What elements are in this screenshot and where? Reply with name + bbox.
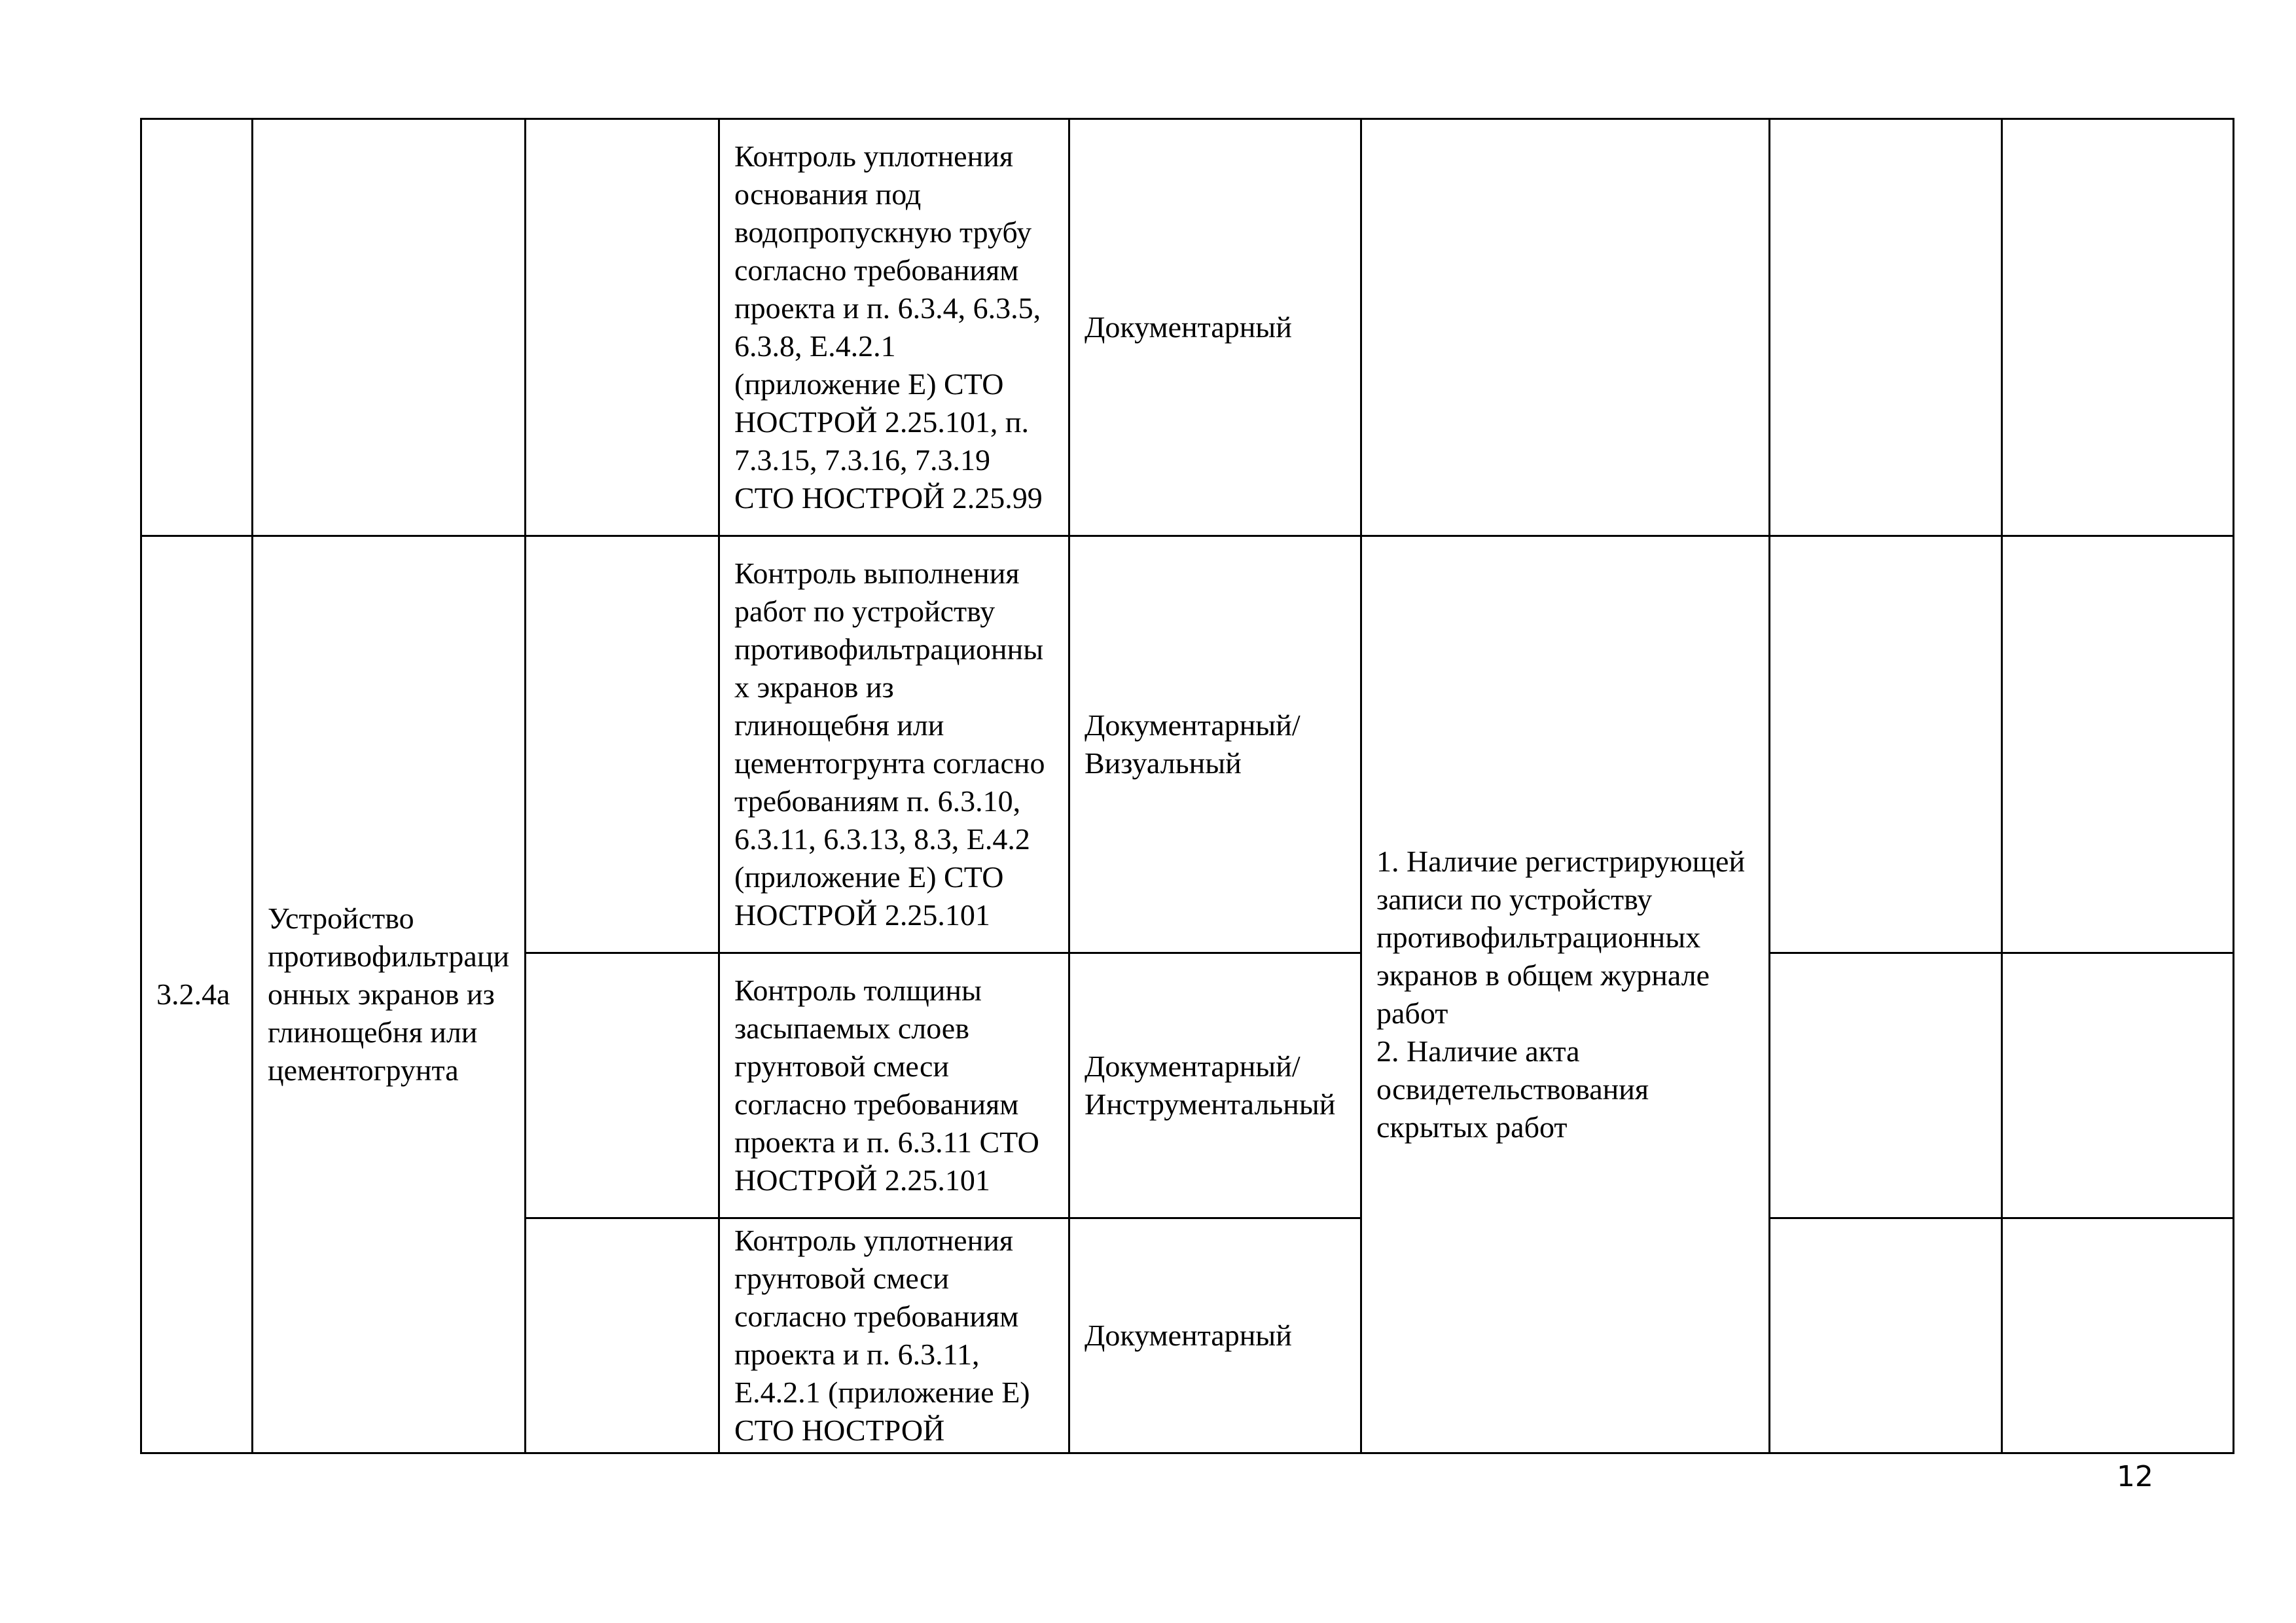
control-method-cell: Документарный/ Визуальный [1069, 536, 1361, 953]
empty-cell [1770, 536, 2002, 953]
empty-cell [1770, 119, 2002, 536]
work-name-cell [253, 119, 526, 536]
control-method-cell: Документарный/Инструментальный [1069, 953, 1361, 1218]
control-method-cell: Документарный [1069, 119, 1361, 536]
inspection-table [140, 118, 2234, 1454]
document-requirement-1: 1. Наличие регистрирующей записи по устройству противофильтрационных экранов в общем журнале работ [1376, 845, 1746, 1030]
table-row [141, 536, 2234, 953]
control-description-cell: Контроль выполнения работ по устройству противофильтрационных экранов из глинощебня или цементогрунта согласно требованиям п. 6.3.10, 6.3.11, 6.3.13, 8.3, Е.4.2 (приложение Е) СТО НОСТРОЙ 2.25.101 [719, 536, 1069, 953]
documents-cell [1361, 119, 1770, 536]
table-row [141, 119, 2234, 536]
empty-cell [2002, 119, 2234, 536]
empty-cell [526, 953, 719, 1218]
control-method-cell: Документарный [1069, 1218, 1361, 1453]
control-description-cell: Контроль уплотнения грунтовой смеси согласно требованиям проекта и п. 6.3.11, Е.4.2.1 (приложение Е) СТО НОСТРОЙ [719, 1218, 1069, 1453]
empty-cell [2002, 536, 2234, 953]
empty-cell [2002, 1218, 2234, 1453]
empty-cell [526, 1218, 719, 1453]
documents-cell [1361, 536, 1770, 1453]
empty-cell [1770, 953, 2002, 1218]
control-description-cell: Контроль толщины засыпаемых слоев грунтовой смеси согласно требованиям проекта и п. 6.3.11 СТО НОСТРОЙ 2.25.101 [719, 953, 1069, 1218]
row-number-cell: 3.2.4а [141, 536, 253, 1453]
work-name-cell: Устройство противофильтрационных экранов из глинощебня или цементогрунта [253, 536, 526, 1453]
page-number: 12 [2117, 1460, 2153, 1493]
row-number-cell [141, 119, 253, 536]
empty-cell [526, 536, 719, 953]
empty-cell [1770, 1218, 2002, 1453]
control-description-cell: Контроль уплотнения основания под водопропускную трубу согласно требованиям проекта и п. 6.3.4, 6.3.5, 6.3.8, Е.4.2.1 (приложение Е) СТО НОСТРОЙ 2.25.101, п. 7.3.15, 7.3.16, 7.3.19 СТО НОСТРОЙ 2.25.99 [719, 119, 1069, 536]
document-requirement-2: 2. Наличие акта освидетельствования скрытых работ [1376, 1034, 1649, 1144]
empty-cell [526, 119, 719, 536]
empty-cell [2002, 953, 2234, 1218]
